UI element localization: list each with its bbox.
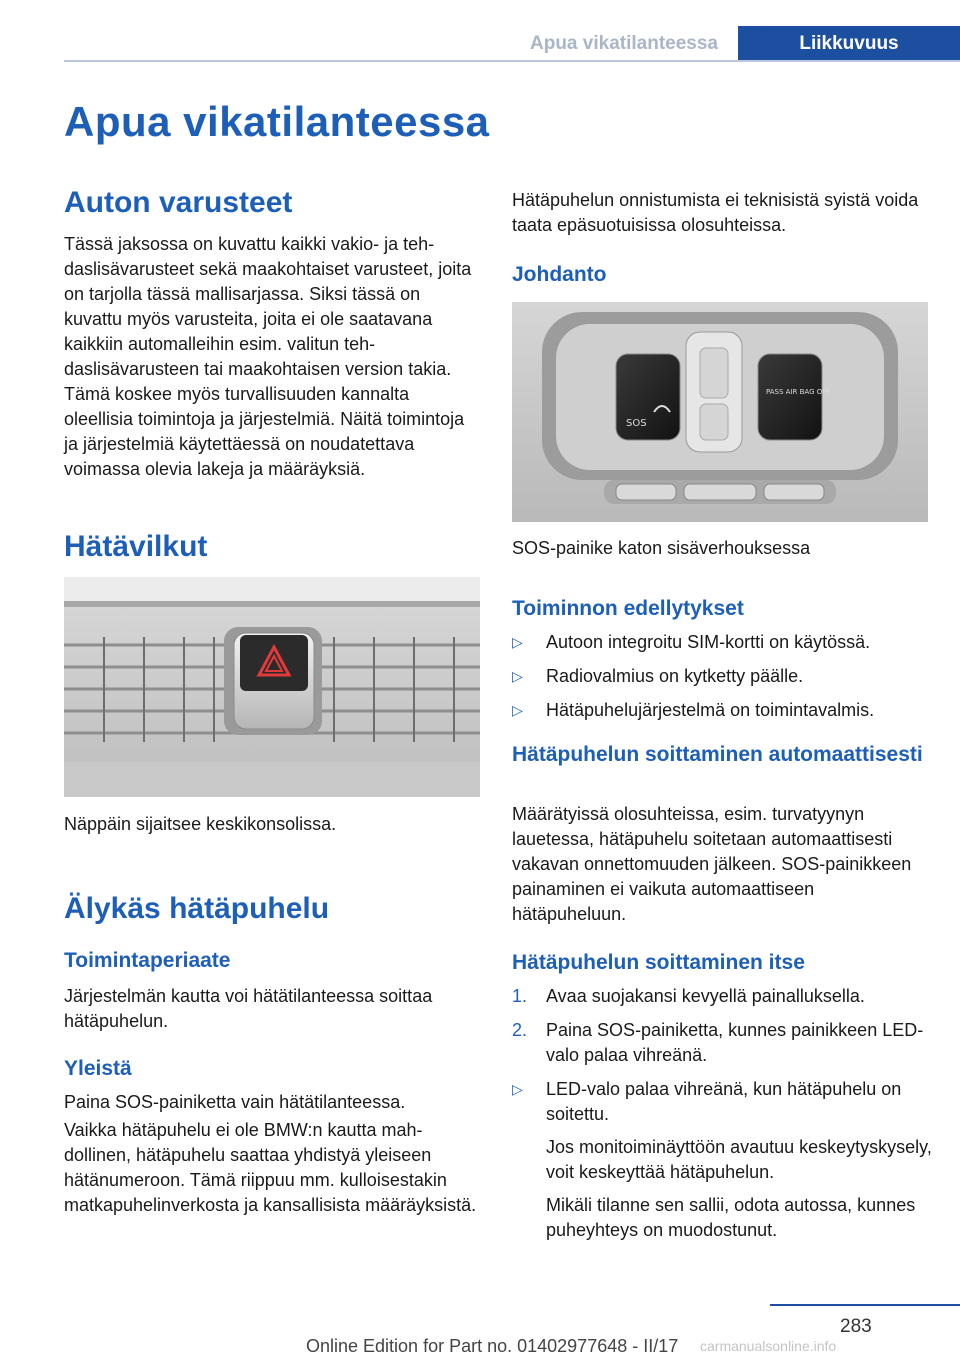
toimintaperiaate-text: Järjestelmän kautta voi hätätilanteessa soittaa hätäpuhelun. [64, 986, 433, 1031]
hazard-button-photo [64, 577, 480, 797]
edition-footer: Online Edition for Part no. 01402977648 - II/17 [306, 1336, 679, 1356]
result-item [512, 1077, 932, 1127]
list-item-text: Hätäpuhelujärjestelmä on toimintavalmis. [546, 700, 875, 720]
result-note-2: Mikäli tilanne sen sallii, odota autossa, kunnes puheyhteys on muodostunut. [546, 1195, 916, 1240]
automaattisesti-heading: Hätäpuhelun soittaminen automaattisesti [512, 743, 923, 766]
yleista-text-2: Vaikka hätäpuhelu ei ole BMW:n kautta mahdollinen, hätäpuhelu saattaa yhdistyä yleiseen hätänumeroon. Tämä riippuu mm. kulloisestakin matkapuhelinverkosta ja kansallisista määräyksistä. [64, 1120, 477, 1215]
johdanto-heading: Johdanto [512, 263, 607, 286]
alykas-hatapuhelu-heading: Älykäs hätäpuhelu [64, 892, 330, 925]
step-item [512, 1018, 932, 1068]
list-item [512, 698, 932, 723]
result-text: LED-valo palaa vihreänä, kun hätäpuhelu on soitettu. [546, 1079, 902, 1124]
list-item [512, 664, 932, 689]
sos-button-photo [512, 302, 928, 522]
header-section-label: Apua vikatilanteessa [530, 33, 718, 54]
triangle-bullet-icon: ▷ [512, 634, 523, 650]
page-number: 283 [840, 1316, 872, 1337]
intro-text: Hätäpuhelun onnistumista ei teknisistä syistä voida taata epäsuotuisissa olosuhteissa. [512, 190, 919, 235]
sos-label: SOS [626, 418, 647, 429]
pass-airbag-label: PASS AIR BAG OFF [766, 388, 831, 396]
triangle-bullet-icon: ▷ [512, 702, 523, 718]
step-number: 1. [512, 986, 528, 1006]
list-item [512, 630, 932, 655]
hatavilkut-caption: Näppäin sijaitsee keskikonsolissa. [64, 814, 337, 834]
triangle-bullet-icon: ▷ [512, 1081, 523, 1097]
step-text: Avaa suojakansi kevyellä painalluksella. [546, 986, 865, 1006]
johdanto-caption: SOS-painike katon sisäverhouksessa [512, 538, 811, 558]
footer-rule [770, 1304, 960, 1306]
auton-varusteet-heading: Auton varusteet [64, 186, 293, 219]
hazard-button-illustration [64, 577, 480, 797]
toimintaperiaate-heading: Toimintaperiaate [64, 949, 231, 972]
yleista-text-1: Paina SOS-painiketta vain hätätilanteessa. [64, 1092, 406, 1112]
header-chapter-tab: Liikkuvuus [738, 26, 960, 62]
watermark: carmanualsonline.info [700, 1338, 837, 1354]
step-text: Paina SOS-painiketta, kunnes painikkeen LED-valo palaa vihreänä. [546, 1020, 924, 1065]
triangle-bullet-icon: ▷ [512, 668, 523, 684]
yleista-heading: Yleistä [64, 1057, 132, 1080]
sos-button-illustration [512, 302, 928, 522]
header-rule [64, 60, 960, 62]
auton-varusteet-text: Tässä jaksossa on kuvattu kaikki vakio- ja tehdaslisävarusteet sekä maakohtaiset varusteet, joita on tarjolla tässä mallisarjassa. Siksi tässä on kuvattu myös varusteita, joita ei ole saatavana kaikkiin automalleihin esim. valitun tehdaslisävarusteen tai maakohtaisen version takia. Tämä koskee myös turvallisuuden kannalta oleellisia toimintoja ja järjestelmiä. Näitä toimintoja ja järjestelmiä käytettäessä on noudatettava voimassa olevia lakeja ja määräyksiä. [64, 234, 472, 479]
result-note-1: Jos monitoiminäyttöön avautuu keskeytyskysely, voit keskeyttää hätäpuhelun. [546, 1137, 932, 1182]
itse-heading: Hätäpuhelun soittaminen itse [512, 951, 805, 974]
list-item-text: Autoon integroitu SIM-kortti on käytössä. [546, 632, 871, 652]
edellytykset-heading: Toiminnon edellytykset [512, 597, 744, 620]
itse-steps [512, 984, 932, 1243]
edellytykset-list [512, 630, 932, 723]
step-number: 2. [512, 1020, 528, 1040]
hatavilkut-heading: Hätävilkut [64, 530, 208, 563]
step-item [512, 984, 932, 1009]
list-item-text: Radiovalmius on kytketty päälle. [546, 666, 804, 686]
automaattisesti-text: Määrätyissä olosuhteissa, esim. turvatyynyn lauetessa, hätäpuhelu soitetaan automaattisesti vakavan onnettomuuden jälkeen. SOS-painikkeen painaminen ei vaikuta automaattiseen hätäpuheluun. [512, 804, 912, 924]
page-title: Apua vikatilanteessa [64, 98, 490, 145]
